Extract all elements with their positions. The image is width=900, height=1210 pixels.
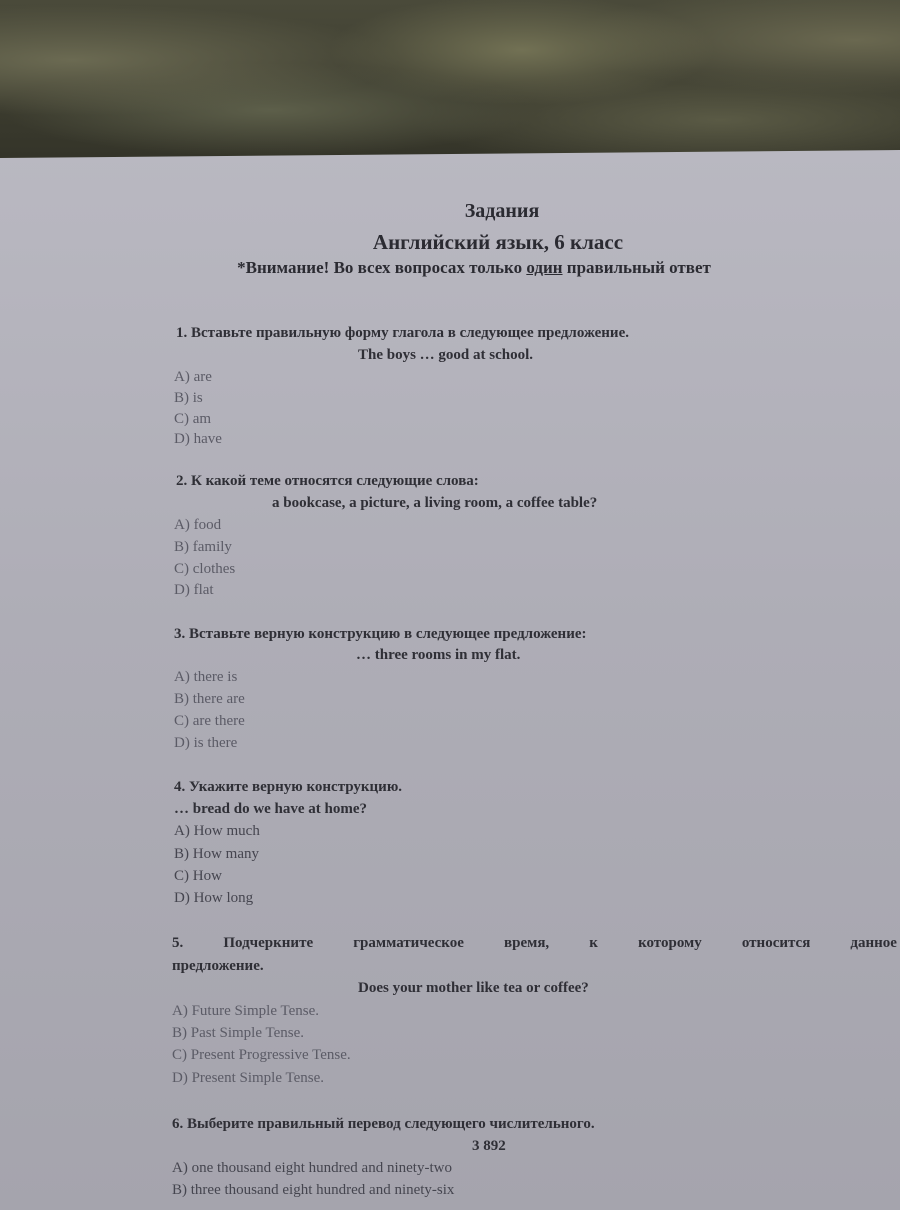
- question-6-number: 3 892: [472, 1138, 506, 1154]
- question-1-option-d: D) have: [174, 431, 222, 447]
- notice: [24, 258, 900, 278]
- question-5-prompt-continued: предложение.: [172, 958, 264, 974]
- question-4-prompt: 4. Укажите верную конструкцию.: [174, 779, 403, 795]
- question-5-prompt: [172, 935, 897, 952]
- question-5-word: 5.: [172, 935, 184, 951]
- question-5-word: Подчеркните: [223, 935, 314, 951]
- question-5-word: которому: [638, 935, 702, 951]
- question-4-option-d: D) How long: [174, 890, 254, 906]
- question-2-prompt: 2. К какой теме относятся следующие слова:: [176, 473, 479, 489]
- question-3-option-d: D) is there: [174, 735, 238, 751]
- page-title: Задания: [464, 200, 540, 222]
- question-4-option-a: A) How much: [174, 823, 260, 839]
- question-5-word: грамматическое: [353, 935, 464, 951]
- question-1-option-a: A) are: [174, 369, 212, 385]
- question-4-option-b: B) How many: [174, 846, 259, 862]
- question-1-option-b: B) is: [174, 390, 203, 406]
- question-5-option-d: D) Present Simple Tense.: [172, 1070, 324, 1086]
- question-3-option-b: B) there are: [174, 691, 245, 707]
- question-2-option-c: C) clothes: [174, 561, 236, 577]
- question-3-option-c: C) are there: [174, 713, 245, 729]
- question-5-sentence: Does your mother like tea or coffee?: [358, 980, 589, 996]
- notice-prefix: *Внимание! Во всех вопросах только: [237, 258, 527, 277]
- question-5-option-a: A) Future Simple Tense.: [172, 1003, 319, 1019]
- question-5-word: относится: [741, 935, 811, 951]
- question-2-sentence: a bookcase, a picture, a living room, a coffee table?: [272, 495, 598, 511]
- question-4-sentence: … bread do we have at home?: [174, 801, 368, 817]
- question-5-word: данное: [850, 935, 897, 951]
- question-6-option-b: B) three thousand eight hundred and ninety-six: [172, 1182, 455, 1198]
- question-2-option-d: D) flat: [174, 582, 214, 598]
- question-6-prompt: 6. Выберите правильный перевод следующего числительного.: [172, 1116, 595, 1132]
- question-5-word: время,: [504, 935, 550, 951]
- question-2-option-b: B) family: [174, 539, 232, 555]
- question-2-option-a: A) food: [174, 517, 222, 533]
- question-1-sentence: The boys … good at school.: [358, 347, 534, 363]
- question-3-sentence: … three rooms in my flat.: [356, 647, 521, 663]
- question-4-option-c: C) How: [174, 868, 222, 884]
- question-1-option-c: C) am: [174, 411, 212, 427]
- question-6-option-a: A) one thousand eight hundred and ninety-two: [172, 1160, 452, 1176]
- question-5-word: к: [589, 935, 598, 951]
- question-1-prompt: 1. Вставьте правильную форму глагола в следующее предложение.: [176, 325, 629, 341]
- notice-emphasis: один: [526, 258, 563, 277]
- page-subtitle: Английский язык, 6 класс: [372, 230, 624, 254]
- question-3-option-a: A) there is: [174, 669, 238, 685]
- question-5-option-b: B) Past Simple Tense.: [172, 1025, 305, 1041]
- question-3-prompt: 3. Вставьте верную конструкцию в следующее предложение:: [174, 626, 587, 642]
- question-5-option-c: C) Present Progressive Tense.: [172, 1047, 351, 1063]
- notice-suffix: правильный ответ: [562, 258, 711, 277]
